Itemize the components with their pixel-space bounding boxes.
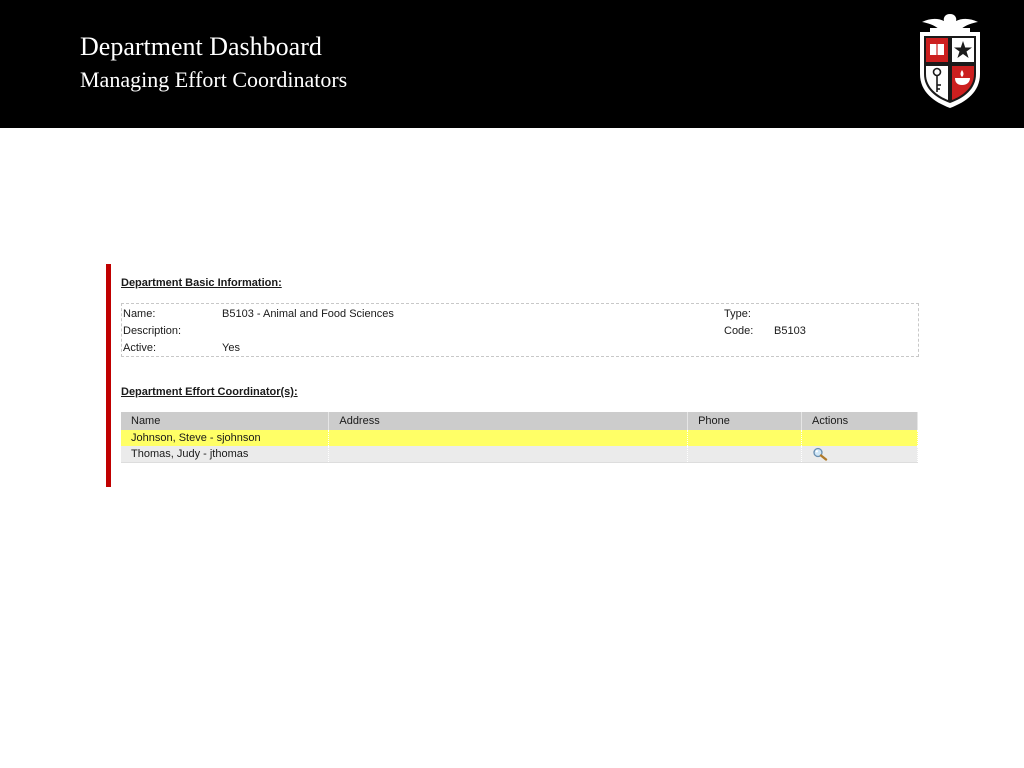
coordinator-address-cell <box>329 430 688 446</box>
active-label: Active: <box>123 342 157 354</box>
code-label: Code: <box>724 325 754 337</box>
basic-info-title: Department Basic Information: <box>121 277 282 289</box>
coordinators-table <box>121 412 918 463</box>
university-seal-logo <box>912 12 988 112</box>
magnifier-icon[interactable] <box>812 447 828 461</box>
coordinators-title: Department Effort Coordinator(s): <box>121 386 298 398</box>
type-label: Type: <box>724 308 751 320</box>
name-value: B5103 - Animal and Food Sciences <box>222 308 394 320</box>
coordinator-address-cell <box>329 446 688 463</box>
coordinator-actions-cell <box>802 430 918 446</box>
column-header-phone[interactable]: Phone <box>688 412 802 430</box>
table-row[interactable] <box>121 430 918 446</box>
name-label: Name: <box>123 308 156 320</box>
coordinator-phone-cell <box>688 446 802 463</box>
column-header-address[interactable]: Address <box>329 412 688 430</box>
accent-bar <box>106 264 111 487</box>
header-bar <box>0 0 1024 128</box>
page-subtitle: Managing Effort Coordinators <box>80 67 348 92</box>
table-header-row <box>121 412 918 430</box>
active-value: Yes <box>222 342 240 354</box>
coordinator-actions-cell <box>802 446 918 463</box>
description-label: Description: <box>123 325 182 337</box>
basic-info-panel <box>121 303 919 357</box>
coordinator-phone-cell <box>688 430 802 446</box>
dashboard-content <box>106 264 926 487</box>
page-title: Department Dashboard <box>80 32 322 61</box>
coordinator-name-cell: Thomas, Judy - jthomas <box>121 446 329 463</box>
coordinator-name-cell: Johnson, Steve - sjohnson <box>121 430 329 446</box>
code-value: B5103 <box>774 325 806 337</box>
column-header-actions: Actions <box>802 412 918 430</box>
column-header-name[interactable]: Name <box>121 412 329 430</box>
table-row[interactable] <box>121 446 918 463</box>
